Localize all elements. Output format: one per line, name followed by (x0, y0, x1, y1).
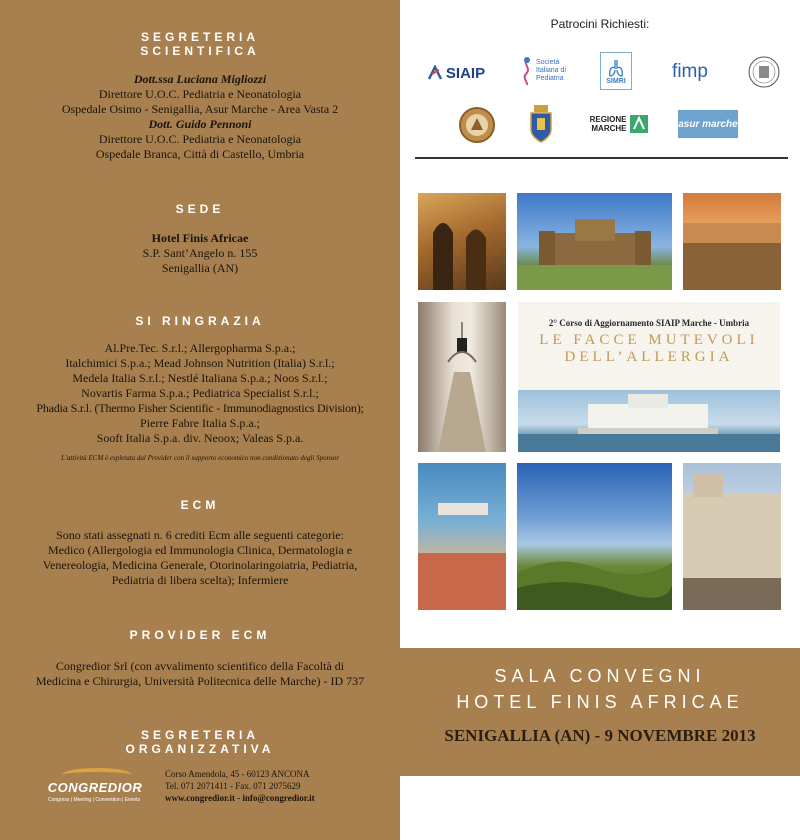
venue-line2: HOTEL FINIS AFRICAE (456, 692, 744, 712)
logo-wordmark: CONGREDIOR (47, 780, 143, 795)
photo-arcade-night (418, 193, 506, 290)
regione-marche-text: REGIONE MARCHE (589, 115, 627, 133)
person-role: Direttore U.O.C. Pediatria e Neonatologia (98, 87, 302, 101)
right-panel (400, 0, 800, 648)
siaip-logo (420, 60, 492, 86)
simri-logo-text: SIMRI (606, 77, 626, 85)
sponsor-line: Phadia S.r.l. (Thermo Fisher Scientific - Immunodiagnostics Division); (36, 401, 364, 415)
university-seal-logo (747, 55, 781, 89)
ecm-line: Venereologia, Medicina Generale, Otorinolaringoiatria, Pediatria, (42, 558, 358, 572)
medal-icon (458, 106, 496, 144)
coat-of-arms-logo (528, 104, 554, 144)
contact-address: Corso Amendola, 45 - 60123 ANCONA (165, 769, 310, 779)
siaip-logo-text: SIAIP (445, 64, 486, 82)
provider-line: Medicina e Chirurgia, Università Politecnica delle Marche) - ID 737 (35, 674, 365, 688)
venue-line1: SALA CONVEGNI (494, 666, 706, 686)
regione-marche-logo (586, 112, 648, 136)
provider-section (0, 628, 400, 689)
ecm-note: L’attività ECM è espletata dal Provider con il supporto economico non condizionato degli Sponsor (60, 454, 340, 462)
course-title-card (518, 302, 780, 390)
section-title: SEGRETERIA (140, 30, 259, 44)
sponsor-line: Novartis Farma S.p.a.; Pediatrica Specialist S.r.l.; (81, 386, 319, 400)
patrocini-title: Patrocini Richiesti: (550, 17, 650, 31)
ecm-line: Sono stati assegnati n. 6 crediti Ecm alle seguenti categorie: (56, 528, 344, 542)
section-title: ECM (180, 498, 220, 512)
sip-logo (518, 54, 578, 88)
ecm-section (0, 498, 400, 588)
sip-logo-text: Società Italiana di Pediatria (536, 59, 566, 82)
sede-section (0, 202, 400, 276)
photo-fortress (517, 193, 672, 290)
photo-piazza-sunset (683, 193, 781, 290)
segreteria-scientifica-section (0, 30, 400, 162)
sip-figure-icon (520, 56, 534, 86)
person-name: Dott.ssa Luciana Migliozzi (133, 72, 267, 86)
congredior-logo (40, 768, 148, 806)
section-title: SI RINGRAZIA (135, 314, 265, 328)
venue-city: Senigallia (AN) (161, 261, 239, 275)
segreteria-organizzativa-section (0, 728, 400, 756)
course-subtitle: 2° Corso di Aggiornamento SIAIP Marche - Umbria (548, 318, 750, 328)
lungs-icon (607, 58, 625, 78)
section-title: SEDE (175, 202, 225, 216)
person-place: Ospedale Branca, Città di Castello, Umbria (95, 147, 305, 161)
venue-name: Hotel Finis Africae (151, 231, 249, 245)
section-title: PROVIDER ECM (129, 628, 271, 642)
sponsor-line: Medela Italia S.r.l.; Nestlé Italiana S.p.a.; Noos S.r.l.; (72, 371, 328, 385)
seal-icon (747, 55, 781, 89)
sponsor-line: Sooft Italia S.p.a. div. Neoox; Valeas S.p.a. (96, 431, 304, 445)
provider-line: Congredior Srl (con avvalimento scientifico della Facoltà di (55, 659, 345, 673)
contact-block (165, 768, 365, 804)
contact-web: www.congredior.it - info@congredior.it (165, 793, 315, 803)
medal-seal-logo (458, 106, 496, 144)
person-name: Dott. Guido Pennoni (148, 117, 252, 131)
shield-icon (528, 104, 554, 144)
asur-logo-text: asur marche (678, 118, 738, 130)
course-title-line1: LE FACCE MUTEVOLI (539, 332, 759, 348)
ecm-line: Medico (Allergologia ed Immunologia Clinica, Dermatologia e (47, 543, 353, 557)
venue-band (400, 648, 800, 776)
sponsor-line: Italchimici S.p.a.; Mead Johnson Nutrition (Italia) S.r.l.; (65, 356, 335, 370)
logo-tagline: Congress | Meeting | Convention | Events (48, 797, 140, 803)
photo-hills (517, 463, 672, 610)
venue-address: S.P. Sant’Angelo n. 155 (142, 246, 258, 260)
photo-rotonda (518, 390, 780, 452)
sponsor-line: Pierre Fabre Italia S.p.a.; (140, 416, 260, 430)
person-place: Ospedale Osimo - Senigallia, Asur Marche - Area Vasta 2 (61, 102, 339, 116)
regione-marche-icon (630, 115, 648, 133)
bottom-blank-area (400, 776, 800, 840)
asur-marche-logo (678, 110, 738, 138)
siaip-icon (427, 65, 443, 81)
section-title: ORGANIZZATIVA (125, 742, 275, 756)
section-title: SEGRETERIA (140, 728, 259, 742)
simri-logo (600, 52, 632, 90)
contact-phone: Tel. 071 2071411 - Fax. 071 2075629 (165, 781, 301, 791)
section-title: SCIENTIFICA (140, 44, 260, 58)
ringrazia-section (0, 314, 400, 463)
photo-beach (418, 463, 506, 610)
course-title-line2: DELL’ALLERGIA (564, 349, 734, 365)
event-date: SENIGALLIA (AN) - 9 NOVEMBRE 2013 (444, 726, 756, 745)
divider (415, 157, 788, 159)
ecm-line: Pediatria di libera scelta); Infermiere (111, 573, 289, 587)
sponsor-line: Al.Pre.Tec. S.r.l.; Allergopharma S.p.a.; (104, 341, 296, 355)
fimp-logo: fimp (672, 61, 708, 82)
photo-palazzo (683, 463, 781, 610)
person-role: Direttore U.O.C. Pediatria e Neonatologia (98, 132, 302, 146)
photo-portico (418, 302, 506, 452)
